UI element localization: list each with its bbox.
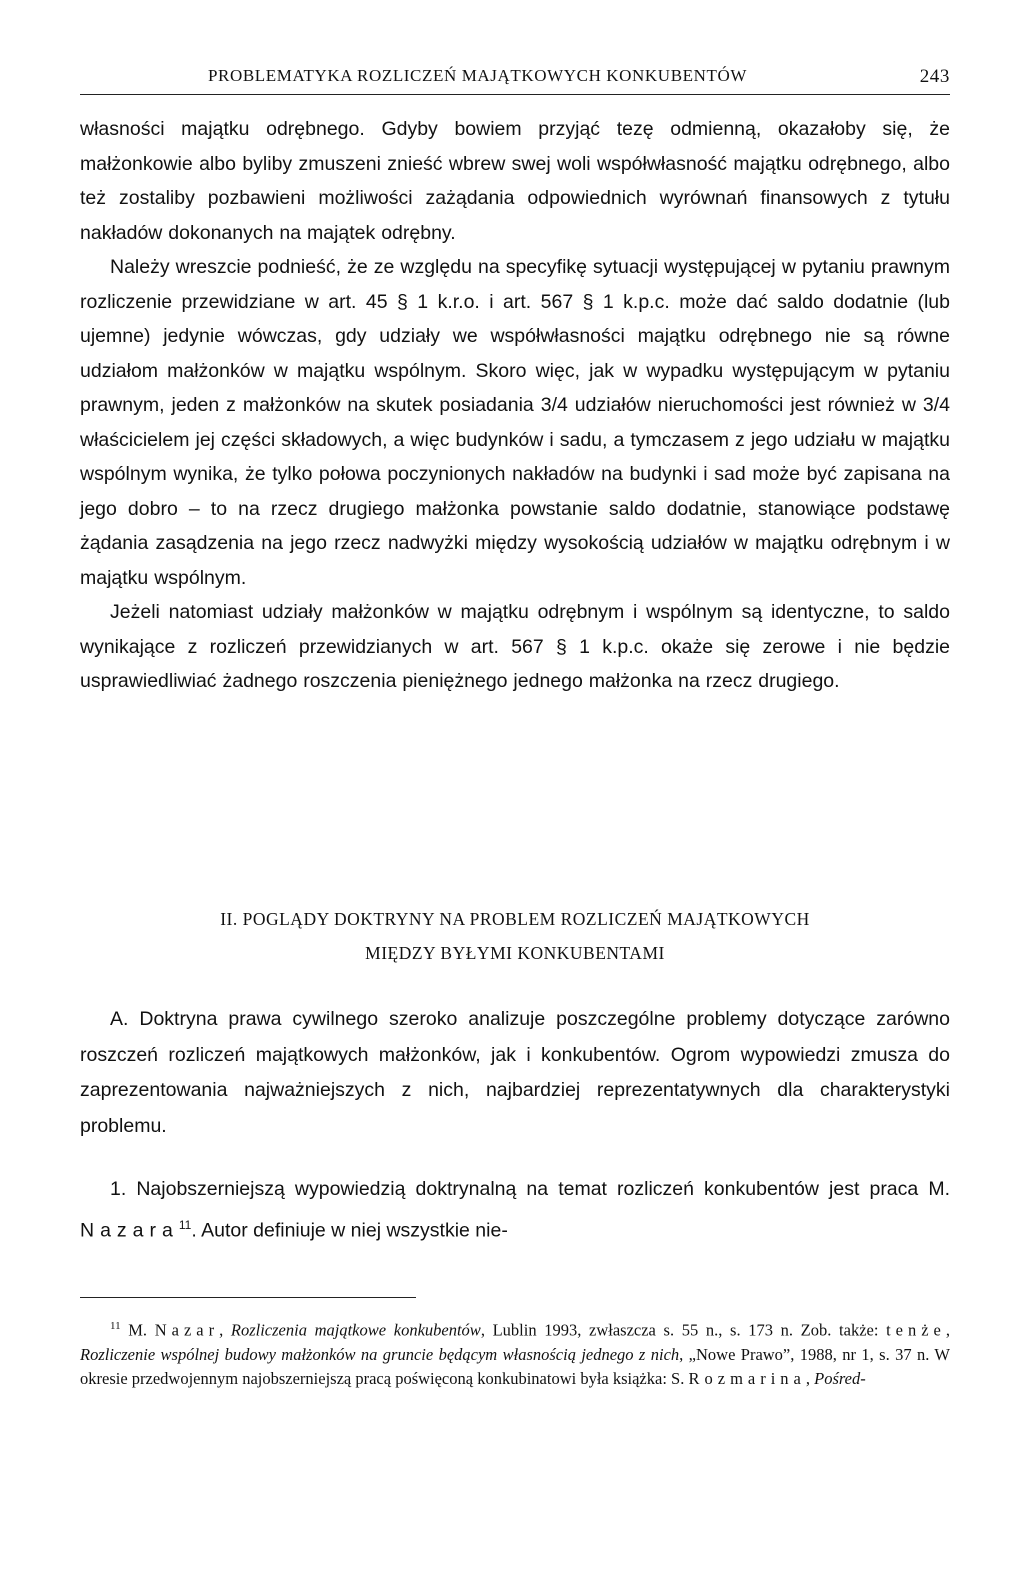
footnote-text: ,: [805, 1368, 815, 1388]
footnote-text: , „Nowe Prawo”, 1988, nr 1, s. 37 n. W okresie przedwojennym najobszerniejszą pracą poświęconą konkubinatowi była książka: S.: [80, 1344, 950, 1388]
footnote-text: ,: [945, 1320, 951, 1340]
section-heading-line: MIĘDZY BYŁYMI KONKUBENTAMI: [365, 943, 665, 963]
paragraph-a: A. Doktryna prawa cywilnego szeroko analizuje poszczególne problemy dotyczące zarówno roszczeń rozliczeń majątkowych małżonków, jak i konkubentów. Ogrom wypowiedzi zmusza do zaprezentowania najważniejszych z nich, najbardziej reprezentatywnych dla charakterystyki problemu.: [80, 1008, 950, 1137]
paragraph-continuation: własności majątku odrębnego. Gdyby bowiem przyjąć tezę odmienną, okazałoby się, że małżonkowie albo byliby zmuszeni znieść wbrew swej woli współwłasność majątku odrębnego, albo też zostaliby pozbawieni możliwości zażądania odpowiednich wyrównań finansowych z tytułu nakładów dokonanych na majątek odrębny.: [80, 118, 950, 244]
footnote-author: Rozmarina: [688, 1368, 806, 1388]
paragraph: Jeżeli natomiast udziały małżonków w majątku odrębnym i wspólnym są identyczne, to saldo wynikające z rozliczeń przewidzianych w art. 567 § 1 k.p.c. okaże się zerowe i nie będzie usprawiedliwiać żadnego roszczenia pieniężnego jednego małżonka na rzecz drugiego.: [80, 601, 950, 692]
header-rule: [80, 94, 950, 95]
item-1-text-continued: . Autor definiuje w niej wszystkie nie-: [191, 1219, 508, 1241]
footnote-author: tenże: [886, 1320, 946, 1340]
footnote-text: , Lublin 1993, zwłaszcza s. 55 n., s. 173 n. Zob. także:: [480, 1320, 887, 1340]
section-body: [80, 1002, 950, 1144]
author-name: Nazara: [80, 1219, 179, 1241]
footnote-title: Rozliczenie wspólnej budowy małżonków na gruncie będącym własnością jednego z nich: [80, 1344, 680, 1364]
footnote-title: Pośred-: [814, 1368, 866, 1388]
paragraph: Należy wreszcie podnieść, że ze względu na specyfikę sytuacji występującej w pytaniu prawnym rozliczenie przewidziane w art. 45 § 1 k.r.o. i art. 567 § 1 k.p.c. może dać saldo dodatnie (lub ujemne) jedynie wówczas, gdy udziały we współwłasności majątku odrębnego nie są równe udziałom małżonków w majątku wspólnym. Skoro więc, jak w wypadku występującym w pytaniu prawnym, jeden z małżonków na skutek posiadania 3/4 udziałów nieruchomości jest również w 3/4 właścicielem jej części składowych, a więc budynków i sadu, a tymczasem z jego udziału w majątku wspólnym wynika, że tylko połowa poczynionych nakładów na budynki i sad może być zapisana na jego dobro – to na rzecz drugiego małżonka powstanie saldo dodatnie, stanowiące podstawę żądania zasądzenia na jego rzecz nadwyżki między wysokością udziałów w majątku odrębnym i w majątku wspólnym.: [80, 256, 950, 589]
footnote-text: ,: [219, 1320, 231, 1340]
numbered-item: [80, 1172, 950, 1249]
running-title: PROBLEMATYKA ROZLICZEŃ MAJĄTKOWYCH KONKUBENTÓW: [208, 66, 747, 85]
item-1-text: 1. Najobszerniejszą wypowiedzią doktrynalną na temat rozliczeń konkubentów jest praca M.: [110, 1178, 950, 1200]
footnote-marker: 11: [110, 1320, 121, 1332]
running-header: [80, 66, 950, 96]
section-heading-line: II. POGLĄDY DOKTRYNY NA PROBLEM ROZLICZEŃ MAJĄTKOWYCH: [220, 909, 810, 929]
footnote-text: M.: [120, 1320, 155, 1340]
footnotes: [80, 1314, 950, 1391]
body-text: [80, 112, 950, 699]
footnote-reference: 11: [178, 1217, 192, 1232]
item-1-paragraph: [80, 1172, 950, 1249]
footnote-separator: [80, 1297, 416, 1298]
footnote-title: Rozliczenia majątkowe konkubentów: [230, 1320, 481, 1340]
section-heading: [80, 902, 950, 970]
footnote-11: [80, 1314, 950, 1391]
page-number: 243: [919, 66, 950, 87]
footnote-author: Nazar: [154, 1320, 220, 1340]
